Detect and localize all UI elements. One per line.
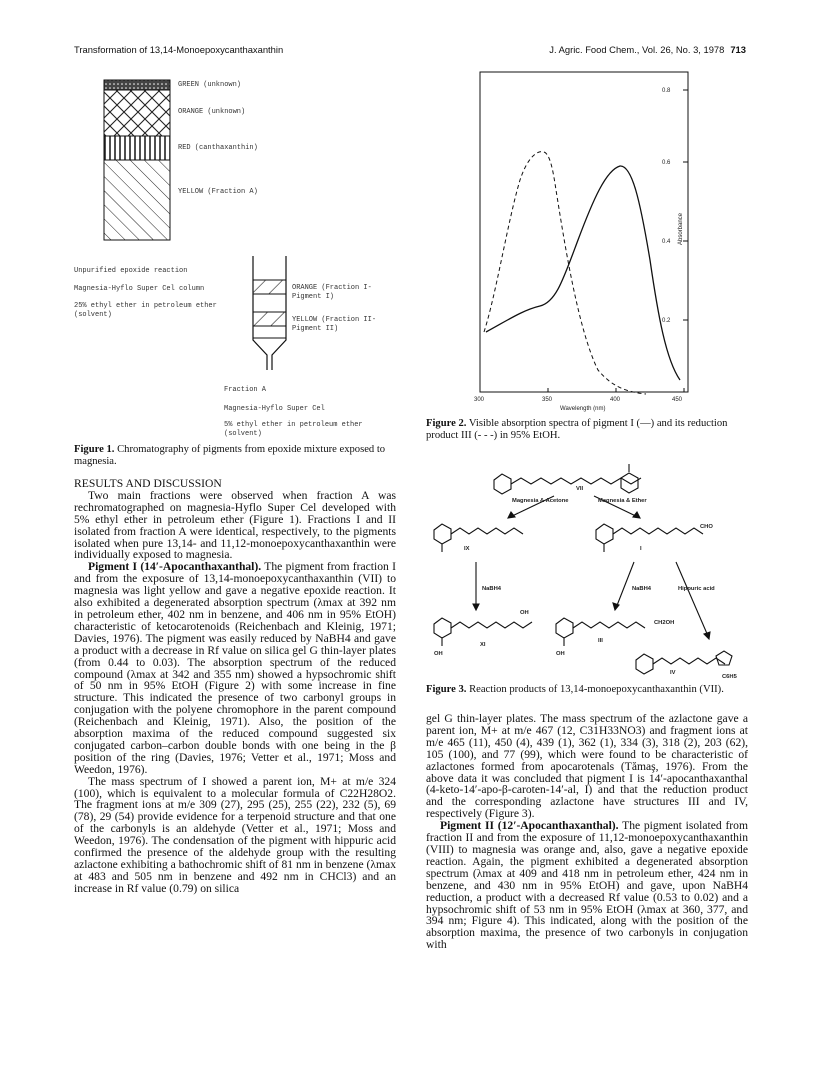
note-fraction-a: Fraction A — [224, 386, 267, 394]
reaction-arrows — [473, 496, 710, 639]
right-text-column — [426, 713, 748, 951]
section-heading-results: RESULTS AND DISCUSSION — [74, 477, 222, 490]
note-solvent-5: 5% ethyl ether in petroleum ether (solvent) — [224, 421, 363, 438]
note-unpurified: Unpurified epoxide reaction — [74, 267, 188, 275]
band-green-label: GREEN (unknown) — [178, 81, 242, 89]
label-iv: IV — [670, 670, 676, 676]
figure-3-caption — [426, 684, 748, 696]
label-i: I — [640, 546, 642, 552]
paragraph-azlactone: gel G thin-layer plates. The mass spectrum of the azlactone gave a parent ion, M+ at m/e 467 (12, C31H33NO3) and fragment ions at m/e 465 (11), 450 (4), 439 (1), 362 (1), 334 (3), 318 (2), 203 (62), 105 (100), and 77 (99), which were found to be characteristic of azlactones formed from apocarotenals (Tămaş, 1976). From the above data it was concluded that pigment I is 14′-apocanthaxanthal (4-keto-14′-apo-β-caroten-14′-al, I) and that the reduction product and the corresponding azlactone have structures III and IV, respectively (Figure 3). — [426, 712, 748, 821]
fraction-ii-label: YELLOW (Fraction II- Pigment II) — [292, 316, 377, 333]
figure-2-plot — [468, 70, 698, 415]
paragraph-mass-spectrum: The mass spectrum of I showed a parent ion, M+ at m/e 324 (100), which is equivalent to a molecular formula of C22H28O2. The fragment ions at m/e 309 (27), 295 (25), 255 (22), 232 (5), 69 (78), 29 (54) provide evidence for a terpenoid structure and that one of the carbonyls is an aldehyde (Vetter et al., 1971; Moss and Weedon, 1976). The condensation of the pigment with hippuric acid confirmed the presence of the aldehyde group with the resulting azlactone exhibiting a bathochromic shift of 81 nm in benzene (λmax at 483 and 505 nm in benzene and 492 nm in CHCl3) and an increase in Rf value (0.79) on silica — [74, 774, 396, 895]
label-hippuric-acid: Hippuric acid — [678, 586, 715, 592]
figure-2-caption-label: Figure 2. — [426, 418, 467, 429]
paragraph-pigment-ii — [426, 820, 748, 951]
figure-1-caption-label: Figure 1. — [74, 444, 115, 455]
band-orange-label: ORANGE (unknown) — [178, 108, 246, 116]
paragraph-fractions: Two main fractions were observed when fraction A was rechromatographed on magnesia-Hyflo Super Cel developed with 5% ethyl ether in petroleum ether (Figure 1). Fractions I and II isolated from fraction A were identical, respectively, to the pigments isolated when pure 13,14- and 11,12-monoepoxycanthaxanthin were individually exposed to magnesia. — [74, 488, 396, 562]
label-c6h5: C6H5 — [722, 674, 737, 680]
label-nabh4-mid: NaBH4 — [632, 586, 652, 592]
figure-3-drawing — [426, 450, 758, 682]
pigment-i-heading: Pigment I (14′-Apocanthaxanthal). — [88, 560, 262, 574]
figure-1-chromatography-diagram — [68, 70, 408, 440]
left-text-column — [74, 478, 396, 895]
label-oh-ring-iii: OH — [556, 651, 565, 657]
y-tick-02: 0.2 — [662, 318, 671, 324]
fraction-i-label: ORANGE (Fraction I- Pigment I) — [292, 284, 372, 301]
pigment-ii-heading: Pigment II (12′-Apocanthaxanthal). — [440, 819, 619, 833]
y-ticks — [662, 88, 688, 324]
structure-ix — [434, 524, 523, 552]
label-ch2oh: CH2OH — [654, 620, 675, 626]
paragraph-pigment-i — [74, 561, 396, 775]
running-header-title: Transformation of 13,14-Monoepoxycanthaxanthin — [74, 44, 284, 55]
label-ix: IX — [464, 546, 470, 552]
figure-2-caption-text: Visible absorption spectra of pigment I (—) and its reduction product III (- - -) in 95% EtOH. — [426, 418, 728, 441]
structure-vii — [494, 464, 641, 494]
label-oh-xi: OH — [520, 610, 529, 616]
label-nabh4-left: NaBH4 — [482, 586, 502, 592]
label-magnesia-acetone: Magnesia & Acetone — [512, 498, 569, 504]
figure-3-caption-text: Reaction products of 13,14-monoepoxycanthaxanthin (VII). — [469, 684, 724, 695]
journal-citation: J. Agric. Food Chem., Vol. 26, No. 3, 1978 — [549, 44, 725, 55]
fraction-a-column — [253, 256, 286, 370]
x-tick-450: 450 — [672, 397, 683, 403]
note-column: Magnesia-Hyflo Super Cel column — [74, 285, 205, 293]
structure-i — [596, 524, 703, 552]
figure-1-caption-text: Chromatography of pigments from epoxide mixture exposed to magnesia. — [74, 444, 386, 467]
note-solvent: 25% ethyl ether in petroleum ether (solvent) — [74, 302, 217, 319]
label-vii: VII — [576, 486, 584, 492]
spectrum-pigment-i-solid — [486, 166, 680, 380]
y-axis-label: Absorbance — [678, 212, 684, 245]
figure-1-caption — [74, 444, 396, 468]
page-number: 713 — [730, 44, 746, 55]
structure-iv — [636, 651, 732, 674]
pigment-ii-text: The pigment isolated from fraction II and from the exposure of 11,12-monoepoxycanthaxanthin (VIII) to magnesia was orange and, also, gave a negative epoxide reaction. Again, the pigment exhibited a degenerated absorption spectrum (λmax at 409 and 418 nm in petroleum ether, 424 nm in benzene, and 430 nm in 95% EtOH) and gave, upon NaBH4 reduction, a product with a decreased Rf value (0.53 to 0.02) and a hypsochromic shift of 53 nm in 95% EtOH (λmax at 360, 377, and 394 nm; Figure 4). This indicated, along with the position of the absorption maxima, the presence of two carbonyls in conjugation with — [426, 819, 748, 952]
note-magnesia: Magnesia-Hyflo Super Cel — [224, 405, 325, 413]
x-tick-300: 300 — [474, 397, 485, 403]
label-magnesia-ether: Magnesia & Ether — [598, 498, 647, 504]
x-ticks — [474, 388, 684, 403]
label-oh-ring-xi: OH — [434, 651, 443, 657]
figure-3-reaction-scheme — [426, 450, 758, 682]
label-iii: III — [598, 638, 603, 644]
figure-2-absorption-spectra — [468, 70, 698, 415]
y-tick-04: 0.4 — [662, 239, 671, 245]
x-axis-label: Wavelength (nm) — [560, 406, 606, 412]
pigment-i-text: The pigment from fraction I and from the exposure of 13,14-monoepoxycanthaxanthin (VII) to magnesia was light yellow and gave a negative epoxide reaction. It also exhibited a degenerated absorption spectrum (λmax at 392 nm in petroleum ether, 402 nm in benzene, and 406 nm in 95% EtOH) characteristic of ketocarotenoids (Reichenbach and Kleinig, 1971; Davies, 1976). The pigment was easily reduced by NaBH4 and gave a product with a decrease in Rf value on silica gel G thin-layer plates (from 0.44 to 0.03). The absorption spectrum of the reduced compound (λmax at 342 and 355 nm) showed a hypsochromic shift of 50 nm in 95% EtOH (Figure 2) with some increase in fine structure. This indicated the presence of two carbonyl groups in conjugation with the polyene chromophore in the parent compound (Reichenbach and Kleinig, 1971). Also, the position of the absorption maxima of the reduced compound suggested six conjugated carbon–carbon double bonds with one being in the β position of the ring (Davies, 1976; Vetter et al., 1971; Moss and Weedon, 1976). — [74, 560, 396, 776]
label-cho: CHO — [700, 524, 713, 530]
x-tick-350: 350 — [542, 397, 553, 403]
figure-3-caption-label: Figure 3. — [426, 684, 467, 695]
label-xi: XI — [480, 642, 486, 648]
x-tick-400: 400 — [610, 397, 621, 403]
running-header-journal — [549, 44, 746, 55]
band-yellow-label: YELLOW (Fraction A) — [178, 188, 258, 196]
figure-1-drawing — [68, 70, 408, 440]
y-tick-06: 0.6 — [662, 160, 671, 166]
y-tick-08: 0.8 — [662, 88, 671, 94]
band-red-label: RED (canthaxanthin) — [178, 144, 258, 152]
figure-2-caption — [426, 418, 748, 442]
main-column — [104, 80, 170, 240]
